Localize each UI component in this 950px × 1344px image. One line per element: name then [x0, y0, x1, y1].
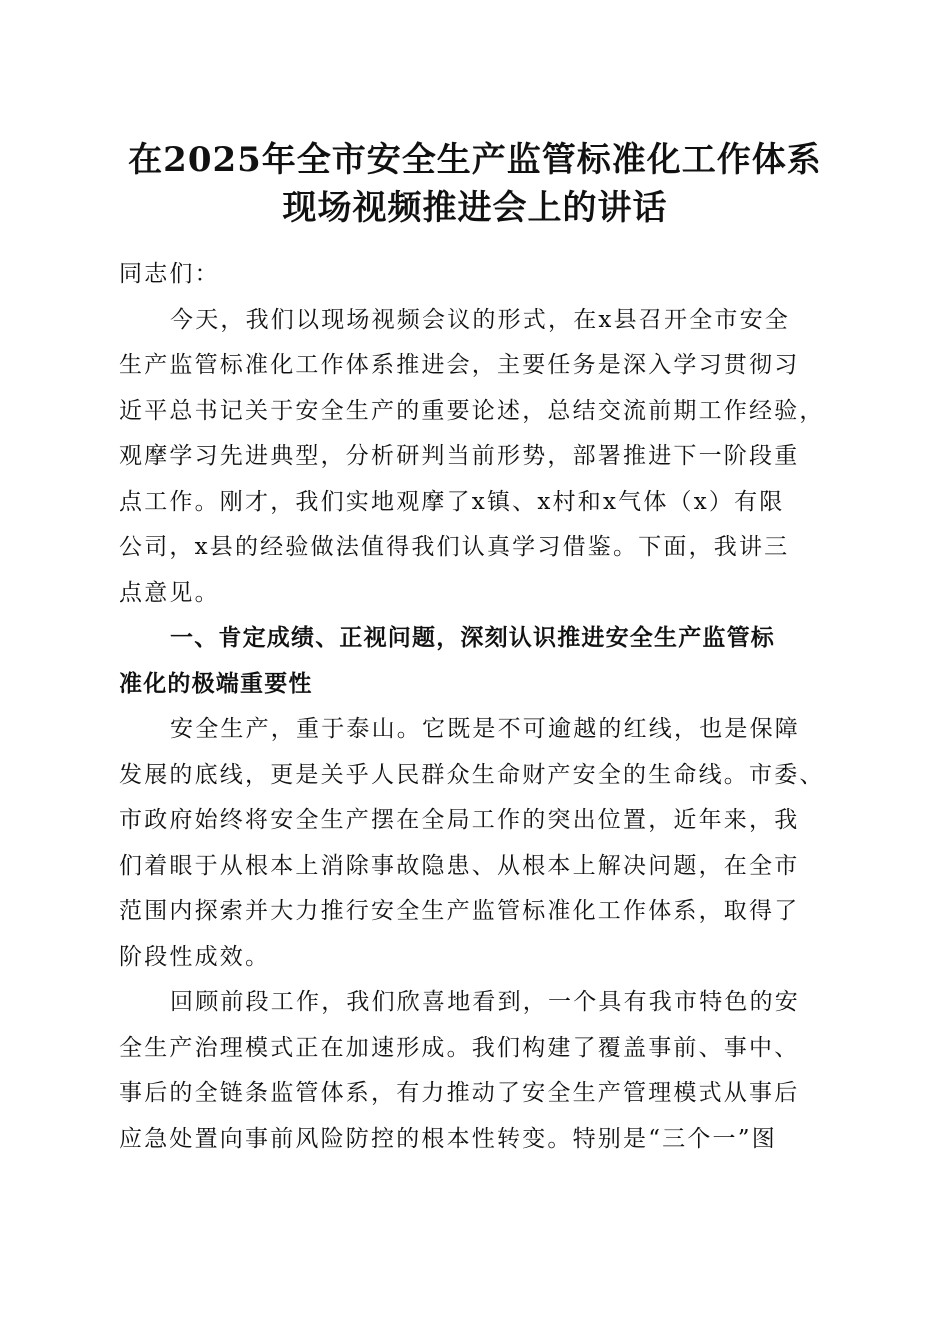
paragraph-line: 生产监管标准化工作体系推进会，主要任务是深入学习贯彻习 — [119, 352, 800, 378]
document-body — [119, 252, 831, 1162]
paragraph-3 — [119, 980, 831, 1162]
document-title — [60, 136, 890, 232]
paragraph-line: 阶段性成效。 — [119, 943, 271, 970]
section-heading-1 — [119, 616, 831, 707]
paragraph-line: 观摩学习先进典型，分析研判当前形势，部署推进下一阶段重 — [119, 443, 800, 469]
paragraph-line: 近平总书记关于安全生产的重要论述，总结交流前期工作经验， — [119, 397, 825, 424]
greeting: 同志们： — [119, 261, 220, 287]
paragraph-1 — [119, 298, 831, 617]
paragraph-line: 全生产治理模式正在加速形成。我们构建了覆盖事前、事中、 — [119, 1034, 800, 1061]
paragraph-line: 应急处置向事前风险防控的根本性转变。特别是“三个一”图 — [119, 1125, 777, 1152]
paragraph-2 — [119, 707, 831, 980]
paragraph-line: 范围内探索并大力推行安全生产监管标准化工作体系，取得了 — [119, 898, 800, 924]
paragraph-line: 回顾前段工作，我们欣喜地看到，一个具有我市特色的安 — [170, 989, 800, 1015]
paragraph-line: 公司，x县的经验做法值得我们认真学习借鉴。下面，我讲三 — [119, 534, 790, 560]
paragraph-line: 们着眼于从根本上消除事故隐患、从根本上解决问题，在全市 — [119, 852, 800, 879]
paragraph-line: 点工作。刚才，我们实地观摩了x镇、x村和x气体（x）有限 — [119, 488, 785, 515]
heading-line: 准化的极端重要性 — [119, 670, 313, 697]
paragraph-line: 市政府始终将安全生产摆在全局工作的突出位置，近年来，我 — [119, 807, 800, 833]
paragraph-line: 安全生产，重于泰山。它既是不可逾越的红线，也是保障 — [170, 716, 800, 742]
paragraph-line: 点意见。 — [119, 579, 220, 606]
title-line-2: 现场视频推进会上的讲话 — [282, 188, 668, 228]
paragraph-line: 发展的底线，更是关乎人民群众生命财产安全的生命线。市委、 — [119, 761, 825, 788]
title-line-1: 在2025年全市安全生产监管标准化工作体系 — [128, 140, 822, 180]
paragraph-line: 今天，我们以现场视频会议的形式，在x县召开全市安全 — [170, 306, 790, 333]
heading-line: 一、肯定成绩、正视问题，深刻认识推进安全生产监管标 — [170, 625, 775, 651]
paragraph-line: 事后的全链条监管体系，有力推动了安全生产管理模式从事后 — [119, 1080, 800, 1106]
